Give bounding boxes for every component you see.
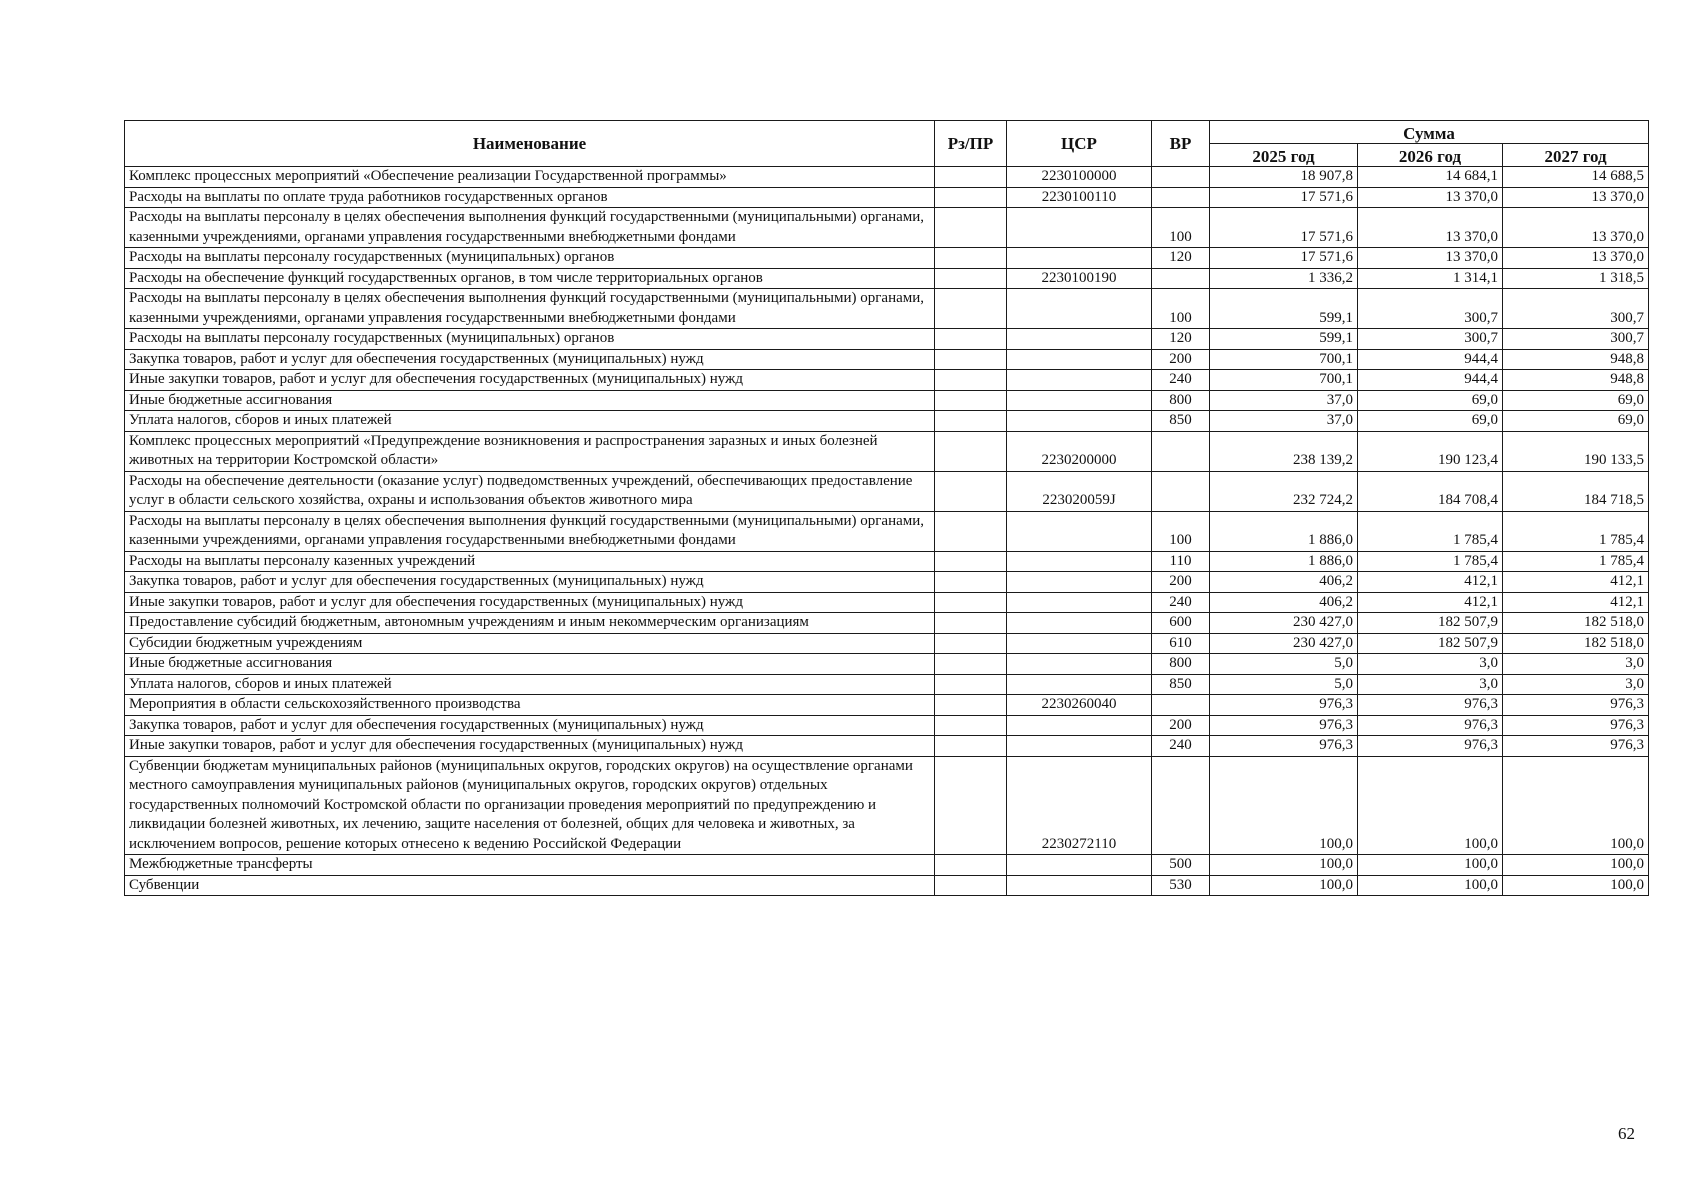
cell-vr bbox=[1152, 187, 1210, 208]
cell-rzpr bbox=[935, 633, 1007, 654]
header-year-2026: 2026 год bbox=[1358, 144, 1503, 167]
cell-2025: 17 571,6 bbox=[1210, 208, 1358, 248]
cell-csr bbox=[1007, 875, 1152, 896]
cell-2025: 232 724,2 bbox=[1210, 471, 1358, 511]
cell-csr: 2230260040 bbox=[1007, 695, 1152, 716]
cell-rzpr bbox=[935, 390, 1007, 411]
table-row bbox=[125, 674, 1649, 695]
table-row bbox=[125, 551, 1649, 572]
cell-rzpr bbox=[935, 736, 1007, 757]
cell-2027: 976,3 bbox=[1503, 715, 1649, 736]
page-number: 62 bbox=[1618, 1124, 1635, 1143]
cell-name: Закупка товаров, работ и услуг для обеспечения государственных (муниципальных) нужд bbox=[125, 715, 935, 736]
cell-vr: 500 bbox=[1152, 855, 1210, 876]
cell-csr bbox=[1007, 633, 1152, 654]
table-row bbox=[125, 268, 1649, 289]
cell-2027: 13 370,0 bbox=[1503, 248, 1649, 269]
cell-rzpr bbox=[935, 875, 1007, 896]
cell-2026: 3,0 bbox=[1358, 654, 1503, 675]
cell-rzpr bbox=[935, 289, 1007, 329]
cell-2026: 3,0 bbox=[1358, 674, 1503, 695]
cell-rzpr bbox=[935, 329, 1007, 350]
table-row bbox=[125, 736, 1649, 757]
table-row bbox=[125, 167, 1649, 188]
cell-2025: 976,3 bbox=[1210, 736, 1358, 757]
cell-2027: 976,3 bbox=[1503, 695, 1649, 716]
cell-csr bbox=[1007, 613, 1152, 634]
cell-name: Уплата налогов, сборов и иных платежей bbox=[125, 674, 935, 695]
cell-2025: 406,2 bbox=[1210, 572, 1358, 593]
cell-2027: 3,0 bbox=[1503, 654, 1649, 675]
cell-rzpr bbox=[935, 471, 1007, 511]
cell-name: Субсидии бюджетным учреждениям bbox=[125, 633, 935, 654]
cell-name: Мероприятия в области сельскохозяйственного производства bbox=[125, 695, 935, 716]
cell-csr: 2230100110 bbox=[1007, 187, 1152, 208]
cell-2025: 100,0 bbox=[1210, 855, 1358, 876]
cell-name: Иные бюджетные ассигнования bbox=[125, 654, 935, 675]
cell-vr: 110 bbox=[1152, 551, 1210, 572]
cell-vr: 200 bbox=[1152, 572, 1210, 593]
table-row bbox=[125, 592, 1649, 613]
cell-2027: 300,7 bbox=[1503, 289, 1649, 329]
cell-name: Субвенции бюджетам муниципальных районов (муниципальных округов, городских округов) на осуществление органами местного самоуправления муниципальных районов (муниципальных округов, городских округов) отдельных государственных полномочий Костромской области по организации проведения мероприятий по предупреждению и ликвидации болезней животных, их лечению, защите населения от болезней, общих для человека и животных, за исключением вопросов, решение которых отнесено к ведению Российской Федерации bbox=[125, 756, 935, 855]
cell-2026: 69,0 bbox=[1358, 411, 1503, 432]
table-row bbox=[125, 875, 1649, 896]
cell-csr bbox=[1007, 654, 1152, 675]
cell-2025: 230 427,0 bbox=[1210, 613, 1358, 634]
cell-2027: 13 370,0 bbox=[1503, 208, 1649, 248]
cell-2025: 100,0 bbox=[1210, 875, 1358, 896]
cell-vr: 100 bbox=[1152, 511, 1210, 551]
cell-csr bbox=[1007, 208, 1152, 248]
cell-name: Расходы на выплаты персоналу в целях обеспечения выполнения функций государственными (муниципальными) органами, казенными учреждениями, органами управления государственными внебюджетными фондами bbox=[125, 289, 935, 329]
cell-rzpr bbox=[935, 756, 1007, 855]
cell-csr bbox=[1007, 390, 1152, 411]
cell-2025: 5,0 bbox=[1210, 654, 1358, 675]
cell-2027: 100,0 bbox=[1503, 855, 1649, 876]
cell-vr: 530 bbox=[1152, 875, 1210, 896]
cell-2027: 69,0 bbox=[1503, 411, 1649, 432]
cell-2026: 300,7 bbox=[1358, 289, 1503, 329]
table-row bbox=[125, 208, 1649, 248]
table-row bbox=[125, 511, 1649, 551]
cell-csr bbox=[1007, 289, 1152, 329]
cell-rzpr bbox=[935, 551, 1007, 572]
cell-2025: 230 427,0 bbox=[1210, 633, 1358, 654]
cell-name: Закупка товаров, работ и услуг для обеспечения государственных (муниципальных) нужд bbox=[125, 572, 935, 593]
cell-csr bbox=[1007, 592, 1152, 613]
cell-csr bbox=[1007, 370, 1152, 391]
cell-2026: 1 785,4 bbox=[1358, 511, 1503, 551]
cell-2025: 976,3 bbox=[1210, 695, 1358, 716]
cell-vr: 240 bbox=[1152, 592, 1210, 613]
cell-2027: 190 133,5 bbox=[1503, 431, 1649, 471]
cell-name: Иные закупки товаров, работ и услуг для обеспечения государственных (муниципальных) нужд bbox=[125, 370, 935, 391]
cell-2027: 412,1 bbox=[1503, 592, 1649, 613]
table-row bbox=[125, 431, 1649, 471]
cell-2025: 599,1 bbox=[1210, 329, 1358, 350]
cell-2026: 184 708,4 bbox=[1358, 471, 1503, 511]
cell-vr: 100 bbox=[1152, 208, 1210, 248]
cell-rzpr bbox=[935, 613, 1007, 634]
cell-2026: 14 684,1 bbox=[1358, 167, 1503, 188]
cell-2026: 182 507,9 bbox=[1358, 633, 1503, 654]
cell-vr: 800 bbox=[1152, 390, 1210, 411]
cell-vr bbox=[1152, 471, 1210, 511]
cell-rzpr bbox=[935, 248, 1007, 269]
cell-2026: 300,7 bbox=[1358, 329, 1503, 350]
cell-vr bbox=[1152, 695, 1210, 716]
cell-vr: 200 bbox=[1152, 349, 1210, 370]
cell-vr bbox=[1152, 167, 1210, 188]
cell-csr bbox=[1007, 349, 1152, 370]
cell-name: Предоставление субсидий бюджетным, автономным учреждениям и иным некоммерческим организациям bbox=[125, 613, 935, 634]
table-row bbox=[125, 329, 1649, 350]
table-row bbox=[125, 715, 1649, 736]
cell-2025: 1 886,0 bbox=[1210, 551, 1358, 572]
cell-rzpr bbox=[935, 855, 1007, 876]
cell-rzpr bbox=[935, 431, 1007, 471]
table-row bbox=[125, 349, 1649, 370]
cell-2027: 948,8 bbox=[1503, 349, 1649, 370]
cell-2026: 69,0 bbox=[1358, 390, 1503, 411]
cell-csr bbox=[1007, 248, 1152, 269]
cell-name: Уплата налогов, сборов и иных платежей bbox=[125, 411, 935, 432]
cell-2026: 976,3 bbox=[1358, 695, 1503, 716]
cell-csr: 2230100000 bbox=[1007, 167, 1152, 188]
cell-2026: 412,1 bbox=[1358, 572, 1503, 593]
table-row bbox=[125, 654, 1649, 675]
cell-2026: 13 370,0 bbox=[1358, 208, 1503, 248]
cell-2025: 1 336,2 bbox=[1210, 268, 1358, 289]
cell-2026: 13 370,0 bbox=[1358, 187, 1503, 208]
cell-2027: 182 518,0 bbox=[1503, 613, 1649, 634]
cell-rzpr bbox=[935, 370, 1007, 391]
table-row bbox=[125, 855, 1649, 876]
cell-name: Комплекс процессных мероприятий «Обеспечение реализации Государственной программы» bbox=[125, 167, 935, 188]
cell-2026: 190 123,4 bbox=[1358, 431, 1503, 471]
cell-2025: 599,1 bbox=[1210, 289, 1358, 329]
cell-csr: 2230200000 bbox=[1007, 431, 1152, 471]
cell-rzpr bbox=[935, 654, 1007, 675]
cell-vr: 800 bbox=[1152, 654, 1210, 675]
cell-2026: 944,4 bbox=[1358, 349, 1503, 370]
cell-2027: 1 785,4 bbox=[1503, 551, 1649, 572]
cell-2027: 1 318,5 bbox=[1503, 268, 1649, 289]
cell-name: Иные закупки товаров, работ и услуг для обеспечения государственных (муниципальных) нужд bbox=[125, 736, 935, 757]
cell-vr: 600 bbox=[1152, 613, 1210, 634]
cell-2027: 3,0 bbox=[1503, 674, 1649, 695]
cell-2026: 412,1 bbox=[1358, 592, 1503, 613]
cell-2025: 1 886,0 bbox=[1210, 511, 1358, 551]
cell-2027: 14 688,5 bbox=[1503, 167, 1649, 188]
cell-2025: 37,0 bbox=[1210, 411, 1358, 432]
cell-2026: 976,3 bbox=[1358, 736, 1503, 757]
cell-vr bbox=[1152, 756, 1210, 855]
cell-vr bbox=[1152, 431, 1210, 471]
cell-vr bbox=[1152, 268, 1210, 289]
cell-name: Расходы на выплаты по оплате труда работников государственных органов bbox=[125, 187, 935, 208]
table-row bbox=[125, 471, 1649, 511]
header-name: Наименование bbox=[125, 121, 935, 167]
cell-name: Комплекс процессных мероприятий «Предупреждение возникновения и распространения заразных и иных болезней животных на территории Костромской области» bbox=[125, 431, 935, 471]
cell-csr bbox=[1007, 551, 1152, 572]
cell-name: Расходы на выплаты персоналу государственных (муниципальных) органов bbox=[125, 248, 935, 269]
cell-name: Межбюджетные трансферты bbox=[125, 855, 935, 876]
table-row bbox=[125, 633, 1649, 654]
cell-2026: 13 370,0 bbox=[1358, 248, 1503, 269]
cell-name: Расходы на выплаты персоналу государственных (муниципальных) органов bbox=[125, 329, 935, 350]
cell-2027: 184 718,5 bbox=[1503, 471, 1649, 511]
cell-2027: 412,1 bbox=[1503, 572, 1649, 593]
cell-2025: 100,0 bbox=[1210, 756, 1358, 855]
cell-csr bbox=[1007, 674, 1152, 695]
cell-2025: 18 907,8 bbox=[1210, 167, 1358, 188]
cell-rzpr bbox=[935, 187, 1007, 208]
cell-name: Расходы на обеспечение деятельности (оказание услуг) подведомственных учреждений, обеспечивающих предоставление услуг в области сельского хозяйства, охраны и использования объектов животного мира bbox=[125, 471, 935, 511]
cell-rzpr bbox=[935, 572, 1007, 593]
cell-name: Субвенции bbox=[125, 875, 935, 896]
cell-csr bbox=[1007, 411, 1152, 432]
cell-2027: 100,0 bbox=[1503, 875, 1649, 896]
cell-csr bbox=[1007, 511, 1152, 551]
cell-vr: 240 bbox=[1152, 736, 1210, 757]
table-row bbox=[125, 370, 1649, 391]
cell-csr bbox=[1007, 715, 1152, 736]
cell-2027: 13 370,0 bbox=[1503, 187, 1649, 208]
table-header bbox=[125, 121, 1649, 167]
cell-2025: 406,2 bbox=[1210, 592, 1358, 613]
cell-vr: 120 bbox=[1152, 248, 1210, 269]
cell-2027: 100,0 bbox=[1503, 756, 1649, 855]
cell-name: Расходы на выплаты персоналу казенных учреждений bbox=[125, 551, 935, 572]
table-body bbox=[125, 167, 1649, 896]
cell-rzpr bbox=[935, 695, 1007, 716]
cell-name: Иные бюджетные ассигнования bbox=[125, 390, 935, 411]
table-row bbox=[125, 572, 1649, 593]
cell-name: Иные закупки товаров, работ и услуг для обеспечения государственных (муниципальных) нужд bbox=[125, 592, 935, 613]
cell-2026: 182 507,9 bbox=[1358, 613, 1503, 634]
header-vr: ВР bbox=[1152, 121, 1210, 167]
cell-vr: 100 bbox=[1152, 289, 1210, 329]
header-year-2027: 2027 год bbox=[1503, 144, 1649, 167]
cell-rzpr bbox=[935, 674, 1007, 695]
cell-vr: 200 bbox=[1152, 715, 1210, 736]
cell-2025: 238 139,2 bbox=[1210, 431, 1358, 471]
cell-2026: 100,0 bbox=[1358, 875, 1503, 896]
cell-csr bbox=[1007, 329, 1152, 350]
cell-vr: 850 bbox=[1152, 411, 1210, 432]
cell-2026: 1 314,1 bbox=[1358, 268, 1503, 289]
cell-2025: 700,1 bbox=[1210, 349, 1358, 370]
cell-2026: 976,3 bbox=[1358, 715, 1503, 736]
cell-vr: 120 bbox=[1152, 329, 1210, 350]
cell-2025: 17 571,6 bbox=[1210, 248, 1358, 269]
table-row bbox=[125, 390, 1649, 411]
cell-rzpr bbox=[935, 592, 1007, 613]
cell-2027: 300,7 bbox=[1503, 329, 1649, 350]
cell-rzpr bbox=[935, 511, 1007, 551]
cell-csr: 2230272110 bbox=[1007, 756, 1152, 855]
cell-vr: 240 bbox=[1152, 370, 1210, 391]
cell-2026: 100,0 bbox=[1358, 756, 1503, 855]
table-row bbox=[125, 248, 1649, 269]
cell-name: Расходы на выплаты персоналу в целях обеспечения выполнения функций государственными (муниципальными) органами, казенными учреждениями, органами управления государственными внебюджетными фондами bbox=[125, 511, 935, 551]
cell-2026: 944,4 bbox=[1358, 370, 1503, 391]
cell-2027: 69,0 bbox=[1503, 390, 1649, 411]
table-row bbox=[125, 613, 1649, 634]
cell-2026: 1 785,4 bbox=[1358, 551, 1503, 572]
cell-vr: 850 bbox=[1152, 674, 1210, 695]
cell-2025: 5,0 bbox=[1210, 674, 1358, 695]
cell-csr: 2230100190 bbox=[1007, 268, 1152, 289]
cell-vr: 610 bbox=[1152, 633, 1210, 654]
table-row bbox=[125, 695, 1649, 716]
table-row bbox=[125, 411, 1649, 432]
cell-rzpr bbox=[935, 411, 1007, 432]
header-sum: Сумма bbox=[1210, 121, 1649, 144]
table-row bbox=[125, 187, 1649, 208]
cell-rzpr bbox=[935, 349, 1007, 370]
cell-rzpr bbox=[935, 268, 1007, 289]
cell-rzpr bbox=[935, 167, 1007, 188]
cell-csr bbox=[1007, 855, 1152, 876]
cell-name: Расходы на обеспечение функций государственных органов, в том числе территориальных органов bbox=[125, 268, 935, 289]
cell-2025: 37,0 bbox=[1210, 390, 1358, 411]
header-rzpr: Рз/ПР bbox=[935, 121, 1007, 167]
cell-2025: 17 571,6 bbox=[1210, 187, 1358, 208]
cell-csr bbox=[1007, 572, 1152, 593]
header-year-2025: 2025 год bbox=[1210, 144, 1358, 167]
cell-csr: 223020059J bbox=[1007, 471, 1152, 511]
cell-2025: 700,1 bbox=[1210, 370, 1358, 391]
cell-rzpr bbox=[935, 715, 1007, 736]
cell-name: Расходы на выплаты персоналу в целях обеспечения выполнения функций государственными (муниципальными) органами, казенными учреждениями, органами управления государственными внебюджетными фондами bbox=[125, 208, 935, 248]
table-row bbox=[125, 756, 1649, 855]
header-csr: ЦСР bbox=[1007, 121, 1152, 167]
budget-table bbox=[124, 120, 1649, 896]
cell-name: Закупка товаров, работ и услуг для обеспечения государственных (муниципальных) нужд bbox=[125, 349, 935, 370]
cell-2027: 1 785,4 bbox=[1503, 511, 1649, 551]
cell-csr bbox=[1007, 736, 1152, 757]
cell-2027: 948,8 bbox=[1503, 370, 1649, 391]
cell-2026: 100,0 bbox=[1358, 855, 1503, 876]
cell-2027: 976,3 bbox=[1503, 736, 1649, 757]
table-row bbox=[125, 289, 1649, 329]
cell-2027: 182 518,0 bbox=[1503, 633, 1649, 654]
cell-rzpr bbox=[935, 208, 1007, 248]
cell-2025: 976,3 bbox=[1210, 715, 1358, 736]
